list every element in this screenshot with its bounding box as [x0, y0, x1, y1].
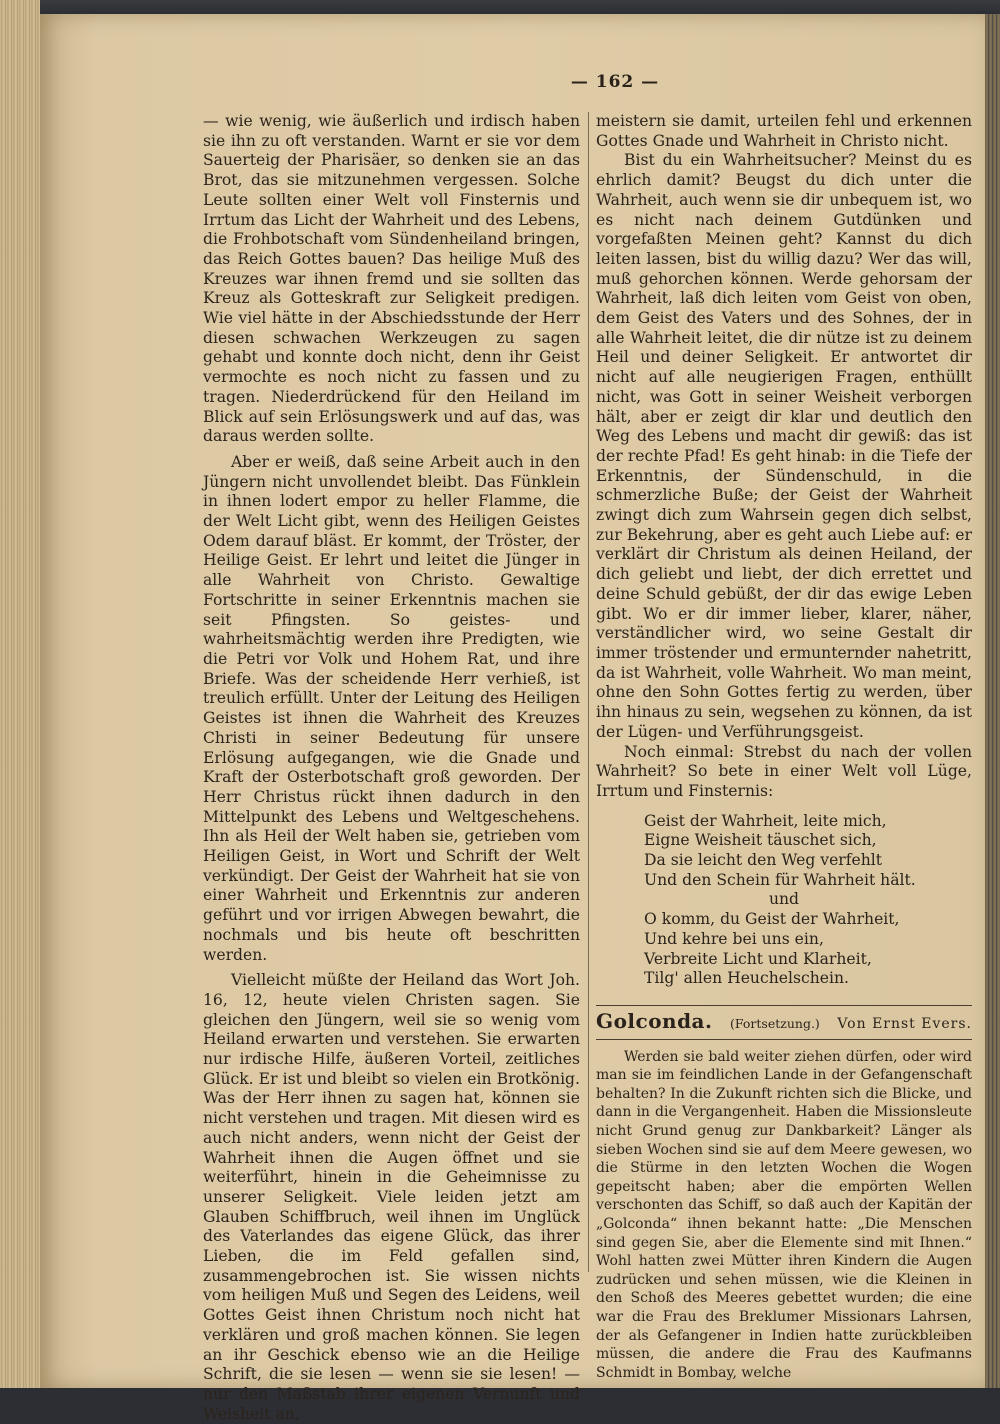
paragraph: meistern sie damit, urteilen fehl und erkennen Gottes Gnade und Wahrheit in Christo nicht.	[596, 112, 972, 150]
paragraph: Vielleicht müßte der Heiland das Wort Joh. 16, 12, heute vielen Christen sagen. Sie gleichen den Jüngern, weil sie so wenig vom Heiland erwarten und verstehen. Sie erwarten nur irdische Hilfe, äußeren Vorteil, zeitliches Glück. Er ist und bleibt so vielen ein Brotkönig. Was der Herr ihnen zu sagen hat, können sie nicht verstehen und tragen. Mit diesen wird es auch nicht anders, wenn nicht der Geist der Wahrheit ihnen die Augen öffnet und sie weiterführt, hinein in die Geheimnisse zu unserer Seligkeit. Viele leiden jetzt am Glauben Schiffbruch, weil ihnen im Unglück des Vaterlandes das eigene Glück, das ihrer Lieben, die im Feld gefallen sind, zusammengebrochen ist. Sie wissen nichts vom heiligen Muß und Segen des Leidens, weil Gottes Geist ihnen Christum noch nicht hat verklären und groß machen können. Sie legen an ihr Geschick ebenso wie an die Heilige Schrift, die sie lesen — wenn sie sie lesen! — nur den Maßstab ihrer eigenen Vernunft und Weisheit an,	[203, 971, 580, 1423]
poem-line: Und den Schein für Wahrheit hält.	[644, 870, 916, 889]
section-title: Golconda.	[596, 1008, 713, 1033]
book-right-edge	[985, 14, 1000, 1388]
page-number: — 162 —	[570, 72, 660, 92]
section-heading	[596, 1005, 972, 1040]
paragraph: Noch einmal: Strebst du nach der vollen Wahrheit? So bete in einer Welt voll Lüge, Irrtum und Finsternis:	[596, 742, 972, 800]
paragraph: — wie wenig, wie äußerlich und irdisch haben sie ihn zu oft verstanden. Warnt er sie vor dem Sauerteig der Pharisäer, so denken sie an das Brot, das sie mitzunehmen vergessen. Solche Leute sollten einer Welt voll Finsternis und Irrtum das Licht der Wahrheit und des Lebens, die Frohbotschaft vom Sündenheiland bringen, das Reich Gottes bauen? Das heilige Muß des Kreuzes war ihnen fremd und sie sollten das Kreuz als Gotteskraft zur Seligkeit predigen. Wie viel hätte in der Abschiedsstunde der Herr diesen schwachen Werkzeugen zu sagen gehabt und konnte doch nicht, denn ihr Geist vermochte es noch nicht zu fassen und zu tragen. Niederdrückend für den Heiland im Blick auf sein Erlösungswerk und auf das, was daraus werden sollte.	[203, 112, 580, 446]
poem-connector: und	[768, 890, 800, 909]
poem-line: Und kehre bei uns ein,	[644, 929, 824, 948]
book-page-stack	[0, 0, 40, 1388]
poem-line: O komm, du Geist der Wahrheit,	[644, 910, 900, 929]
section-text: Werden sie bald weiter ziehen dürfen, oder wird man sie im feindlichen Lande in der Gefangenschaft behalten? In die Zukunft richten sich die Blicke, und dann in die Vergangenheit. Haben die Missionsleute nicht Grund genug zur Dankbarkeit? Länger als sieben Wochen sind sie auf dem Meere gewesen, wo die Stürme in den letzten Wochen die Wogen gepeitscht haben; aber die empörten Wellen verschonten das Schiff, so daß auch der Kapitän der „Golconda“ ihnen bekannt hatte: „Die Menschen sind gegen Sie, aber die Elemente sind mit Ihnen.“ Wohl hatten zwei Mütter ihren Kindern die Augen zudrücken und sehen müssen, wie die Kleinen in den Schoß des Meeres gebettet wurden; die eine war die Frau des Breklumer Missionars Lahrsen, der als Gefangener in Indien hatte zurückbleiben müssen, die andere die Frau des Kaufmanns Schmidt in Bombay, welche	[596, 1048, 972, 1381]
book-top-edge	[0, 0, 1000, 14]
section-subtitle: (Fortsetzung.)	[730, 1015, 820, 1031]
poem	[644, 812, 972, 989]
poem-line: Geist der Wahrheit, leite mich,	[644, 811, 887, 830]
poem-line: Da sie leicht den Weg verfehlt	[644, 851, 883, 870]
poem-line: Tilg' allen Heuchelschein.	[644, 969, 849, 988]
paragraph: Aber er weiß, daß seine Arbeit auch in den Jüngern nicht unvollendet bleibt. Das Fünklein in ihnen lodert empor zu heller Flamme, die der Welt Licht gibt, wenn des Heiligen Geistes Odem darauf bläst. Er kommt, der Tröster, der Heilige Geist. Er lehrt und leitet die Jünger in alle Wahrheit von Christo. Gewaltige Fortschritte in seiner Erkenntnis machen sie seit Pfingsten. So geistes- und wahrheitsmächtig werden ihre Predigten, wie die Petri vor Volk und Hohem Rat, und ihre Briefe. Was der scheidende Herr verhieß, ist treulich erfüllt. Unter der Leitung des Heiligen Geistes ist ihnen die Wahrheit des Kreuzes Christi in seiner Bedeutung für unsere Erlösung aufgegangen, wie die Gnade und Kraft der Osterbotschaft groß geworden. Der Herr Christus rückt ihnen dadurch in den Mittelpunkt des Lebens und Weltgeschehens. Ihn als Heil der Welt haben sie, getrieben vom Heiligen Geist, in Wort und Schrift der Welt verkündigt. Der Geist der Wahrheit hat sie von einer Wahrheit und Erkenntnis zur anderen geführt und vor irrigen Abwegen bewahrt, die nochmals und bis heute oft beschritten werden.	[203, 452, 580, 964]
paragraph: Bist du ein Wahrheitsucher? Meinst du es ehrlich damit? Beugst du dich unter die Wahrheit, auch wenn sie dir unbequem ist, wo es nicht nach deinem Gutdünken und vorgefaßten Meinen geht? Kannst du dich leiten lassen, bist du willig dazu? Wer das will, muß gehorchen können. Werde gehorsam der Wahrheit, laß dich leiten vom Geist von oben, dem Geist des Vaters und des Sohnes, der in alle Wahrheit leitet, die dir nütze ist zu deinem Heil und deiner Seligkeit. Er antwortet dir nicht auf alle neugierigen Fragen, enthüllt nicht, was Gott in seiner Weisheit verborgen hält, aber er zeigt dir klar und deutlich den Weg des Lebens und macht dir gewiß: das ist der rechte Pfad! Es geht hinab: in die Tiefe der Erkenntnis, der Sündenschuld, in die schmerzliche Buße; der Geist der Wahrheit zwingt dich zum Wahrsein gegen dich selbst, zur Bekehrung, aber es geht auch Liebe auf: er verklärt dir Christum als deinen Heiland, der dich geliebt und liebt, der dich errettet und deine Schuld gebüßt, der dir das ewige Leben gibt. Wo er dir immer lieber, klarer, näher, verständlicher wird, wo seine Gestalt dir immer tröstender und ermunternder nahetritt, da ist Wahrheit, volle Wahrheit. Wo man meint, ohne den Sohn Gottes fertig zu werden, über ihn hinaus zu sein, wegsehen zu können, da ist der Lügen- und Verführungsgeist.	[596, 151, 972, 741]
right-column	[596, 112, 972, 1382]
left-column	[203, 112, 580, 1424]
section-author: Von Ernst Evers.	[837, 1015, 972, 1032]
poem-line: Eigne Weisheit täuschet sich,	[644, 831, 877, 850]
column-divider	[588, 112, 589, 1272]
poem-line: Verbreite Licht und Klarheit,	[644, 949, 872, 968]
